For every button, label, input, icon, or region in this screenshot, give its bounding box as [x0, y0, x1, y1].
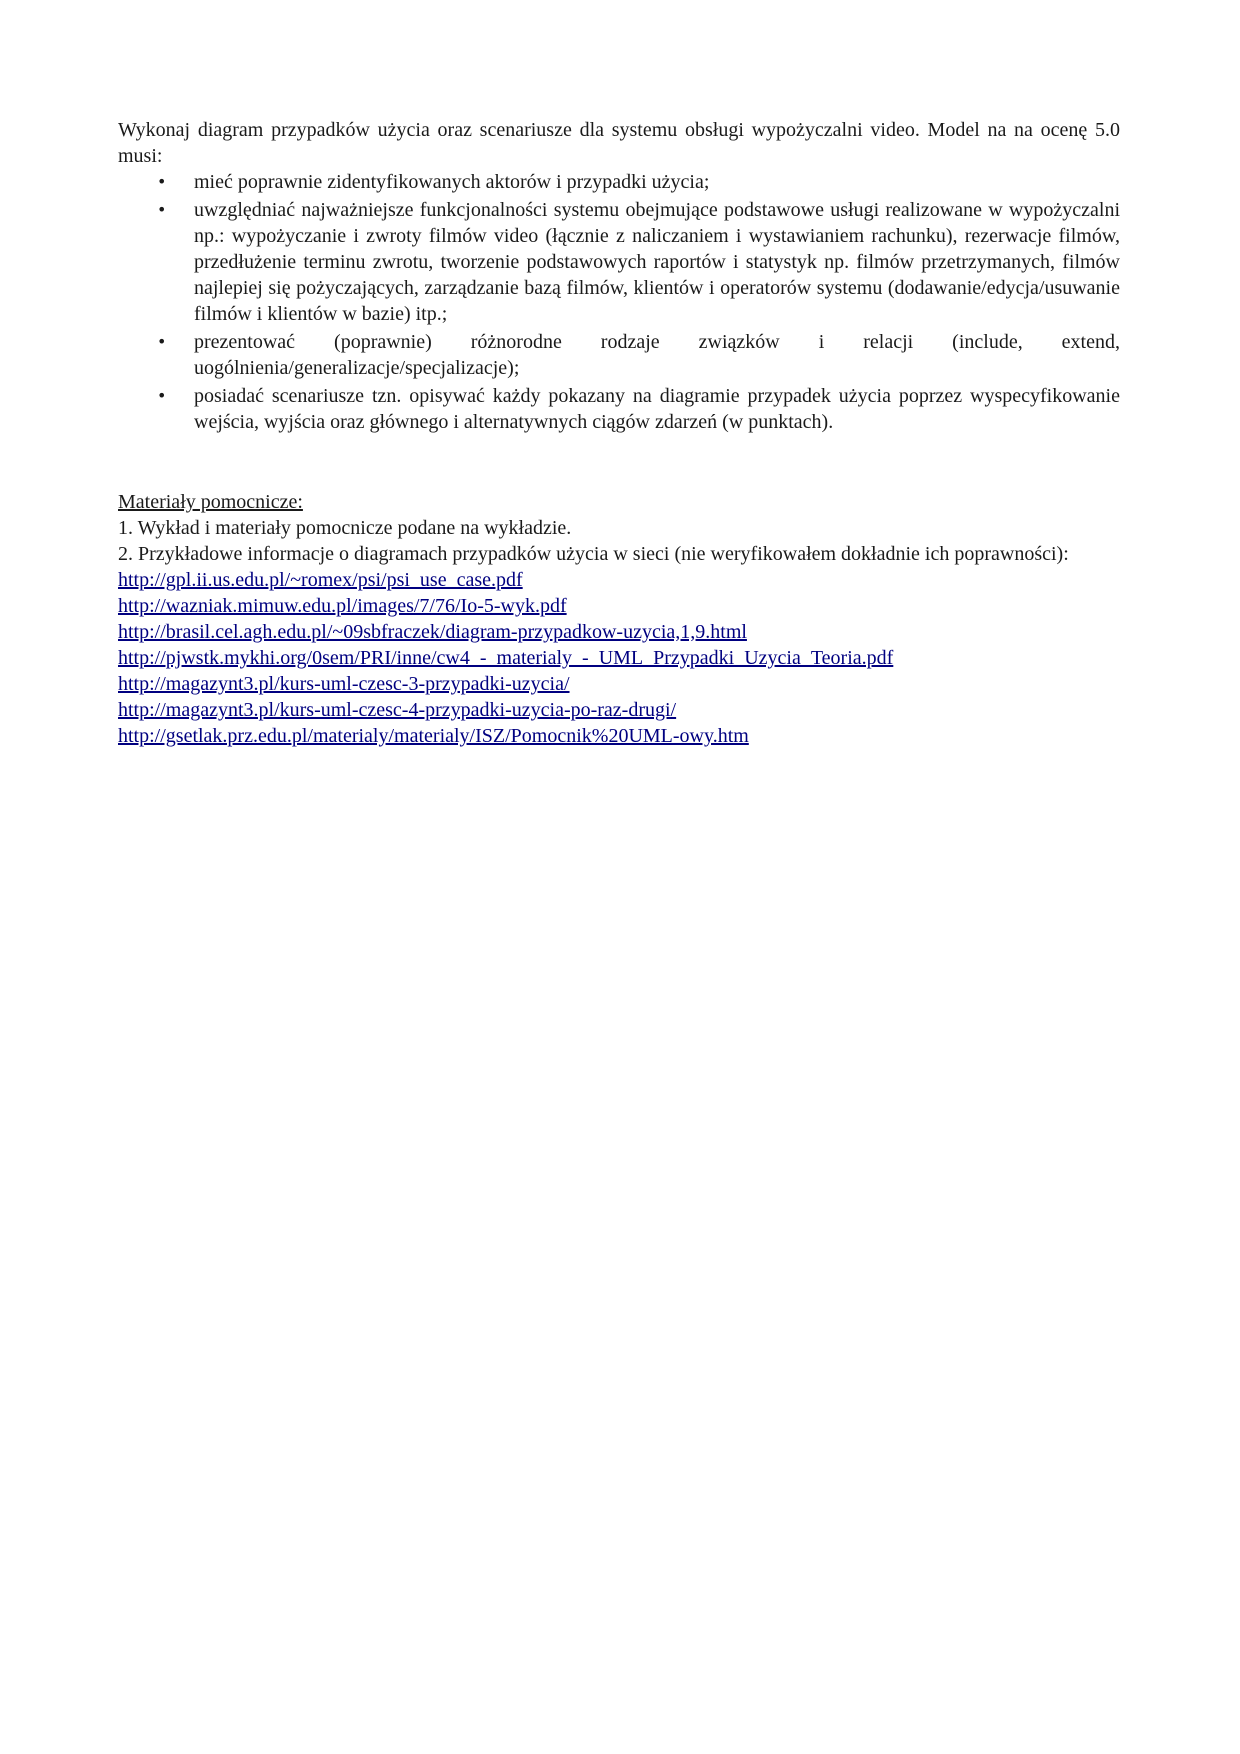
requirement-item	[118, 383, 1120, 435]
reference-link[interactable]: http://pjwstk.mykhi.org/0sem/PRI/inne/cw4_-_materialy_-_UML_Przypadki_Uzycia_Teoria.pdf	[118, 647, 894, 669]
requirement-text: prezentować (poprawnie) różnorodne rodzaje związków i relacji (include, extend, uogólnienia/generalizacje/specjalizacje);	[194, 331, 1120, 379]
requirement-item	[118, 169, 1120, 195]
materials-item: 1. Wykład i materiały pomocnicze podane na wykładzie.	[118, 517, 572, 539]
materials-list	[118, 515, 1120, 567]
requirement-item	[118, 329, 1120, 381]
reference-link[interactable]: http://gsetlak.prz.edu.pl/materialy/materialy/ISZ/Pomocnik%20UML-owy.htm	[118, 725, 749, 747]
requirement-text: uwzględniać najważniejsze funkcjonalności systemu obejmujące podstawowe usługi realizowane w wypożyczalni np.: wypożyczanie i zwroty filmów video (łącznie z naliczaniem i wystawianiem rachunku), rezerwacje filmów, przedłużenie terminu zwrotu, tworzenie podstawowych raportów i statystyk np. filmów przetrzymanych, filmów najlepiej się pożyczających, zarządzanie bazą filmów, klientów i operatorów systemu (dodawanie/edycja/usuwanie filmów i klientów w bazie) itp.;	[194, 199, 1120, 325]
section-spacer	[118, 437, 1120, 489]
requirement-item	[118, 197, 1120, 327]
reference-link[interactable]: http://magazynt3.pl/kurs-uml-czesc-4-przypadki-uzycia-po-raz-drugi/	[118, 699, 677, 721]
bullet-icon: •	[157, 200, 167, 219]
bullet-icon: •	[157, 386, 167, 405]
requirements-list	[118, 169, 1120, 435]
intro-paragraph: Wykonaj diagram przypadków użycia oraz scenariusze dla systemu obsługi wypożyczalni video. Model na na ocenę 5.0 musi:	[118, 119, 1120, 167]
reference-link[interactable]: http://brasil.cel.agh.edu.pl/~09sbfraczek/diagram-przypadkow-uzycia,1,9.html	[118, 621, 747, 643]
materials-item: 2. Przykładowe informacje o diagramach przypadków użycia w sieci (nie weryfikowałem dokładnie ich poprawności):	[118, 543, 1069, 565]
reference-link[interactable]: http://magazynt3.pl/kurs-uml-czesc-3-przypadki-uzycia/	[118, 673, 570, 695]
document-body	[118, 117, 1120, 749]
requirement-text: posiadać scenariusze tzn. opisywać każdy pokazany na diagramie przypadek użycia poprzez wyspecyfikowanie wejścia, wyjścia oraz głównego i alternatywnych ciągów zdarzeń (w punktach).	[194, 385, 1120, 433]
materials-title: Materiały pomocnicze:	[118, 491, 303, 513]
requirement-text: mieć poprawnie zidentyfikowanych aktorów i przypadki użycia;	[194, 171, 710, 193]
links-list	[118, 567, 1120, 749]
bullet-icon: •	[157, 332, 167, 351]
reference-link[interactable]: http://gpl.ii.us.edu.pl/~romex/psi/psi_use_case.pdf	[118, 569, 523, 591]
bullet-icon: •	[157, 172, 167, 191]
reference-link[interactable]: http://wazniak.mimuw.edu.pl/images/7/76/Io-5-wyk.pdf	[118, 595, 567, 617]
